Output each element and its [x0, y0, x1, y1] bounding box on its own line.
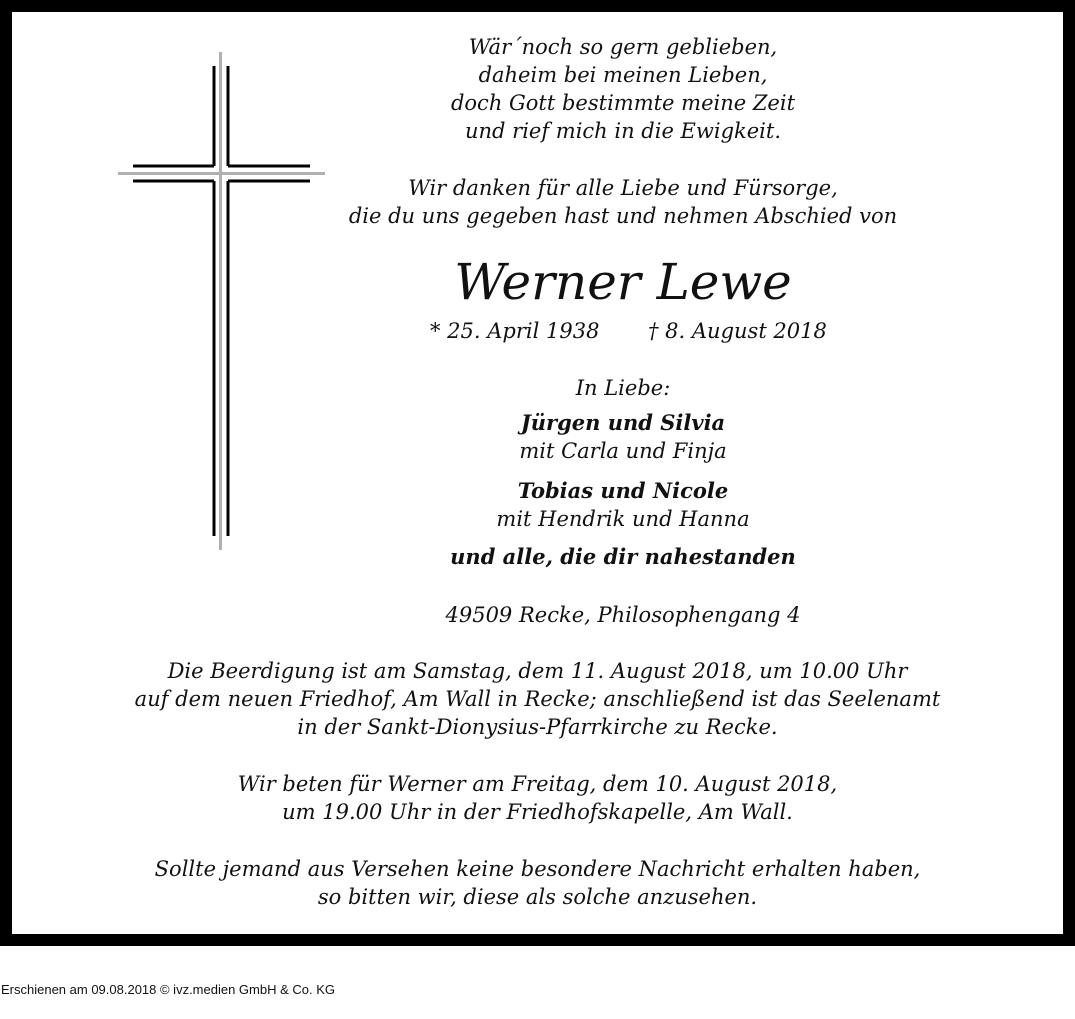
- thanks-line: die du uns gegeben hast und nehmen Abschied von: [348, 204, 898, 228]
- prayer-line: um 19.00 Uhr in der Friedhofskapelle, Am Wall.: [282, 800, 793, 824]
- thanks-line: Wir danken für alle Liebe und Fürsorge,: [408, 176, 838, 200]
- closing-line: Sollte jemand aus Versehen keine besondere Nachricht erhalten haben,: [154, 857, 921, 881]
- prayer-line: Wir beten für Werner am Freitag, dem 10. August 2018,: [237, 772, 838, 796]
- funeral-line: auf dem neuen Friedhof, Am Wall in Recke; anschließend ist das Seelenamt: [134, 687, 941, 711]
- closing-line: so bitten wir, diese als solche anzusehen.: [317, 885, 758, 909]
- poem-line: doch Gott bestimmte meine Zeit: [450, 91, 796, 115]
- funeral-line: Die Beerdigung ist am Samstag, dem 11. August 2018, um 10.00 Uhr: [167, 659, 908, 683]
- address: 49509 Recke, Philosophengang 4: [445, 603, 801, 627]
- family-names: Jürgen und Silvia: [520, 410, 726, 435]
- deceased-name: Werner Lewe: [454, 253, 792, 311]
- funeral-line: in der Sankt-Dionysius-Pfarrkirche zu Recke.: [297, 715, 778, 739]
- family-children: mit Hendrik und Hanna: [496, 507, 750, 531]
- others-line: und alle, die dir nahestanden: [450, 544, 796, 569]
- publication-footer: Erschienen am 09.08.2018 © ivz.medien GmbH & Co. KG: [1, 982, 336, 997]
- poem-line: Wär´noch so gern geblieben,: [468, 35, 778, 59]
- death-date: † 8. August 2018: [648, 319, 827, 343]
- poem-line: daheim bei meinen Lieben,: [478, 63, 768, 87]
- poem-line: und rief mich in die Ewigkeit.: [464, 119, 781, 143]
- family-children: mit Carla und Finja: [519, 439, 727, 463]
- in-love-label: In Liebe:: [575, 376, 671, 400]
- birth-date: * 25. April 1938: [430, 319, 600, 343]
- family-names: Tobias und Nicole: [517, 478, 729, 503]
